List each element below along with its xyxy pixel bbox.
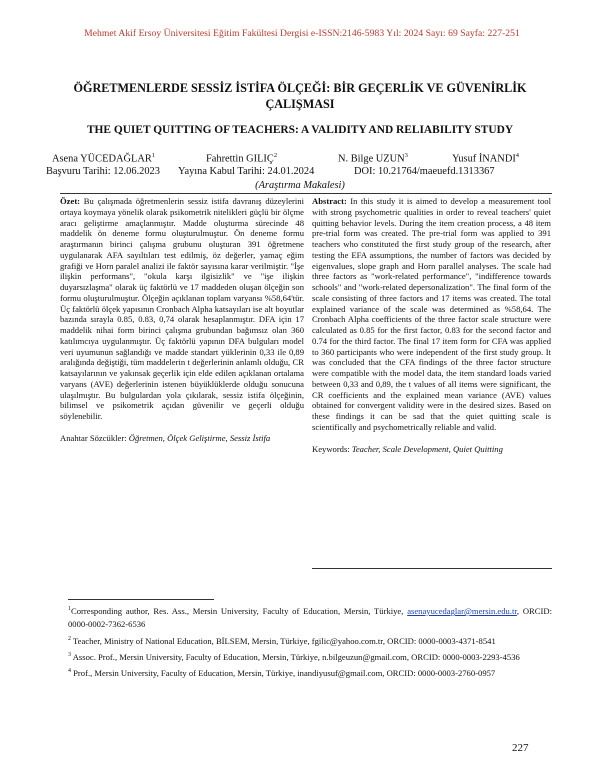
- footnote-text: Assoc. Prof., Mersin University, Faculty of Education, Mersin, Türkiye,: [72, 651, 323, 662]
- footnote-text: Teacher, Ministry of National Education, BİLSEM, Mersin, Türkiye,: [73, 635, 312, 646]
- author-3: [338, 152, 408, 164]
- author-affiliation-mark: 1: [151, 152, 156, 159]
- footnotes: [68, 603, 552, 682]
- journal-header: Mehmet Akif Ersoy Üniversitesi Eğitim Fakültesi Dergisi e-ISSN:2146-5983 Yıl: 2024 Sayı: 69 Sayfa: 227-251: [84, 28, 520, 39]
- footnote-number: 3: [68, 651, 71, 658]
- footnote-separator: [68, 599, 214, 600]
- abstract-top-rule: [60, 193, 552, 194]
- author-name: Asena YÜCEDAĞLAR: [52, 153, 152, 165]
- footnote-email[interactable]: inandiyusuf@gmail.com: [297, 668, 383, 679]
- doi: DOI: 10.21764/maeuefd.1313367: [354, 166, 495, 177]
- footnote-email-link[interactable]: asenayucedaglar@mersin.edu.tr: [407, 605, 517, 616]
- footnote-1: [68, 603, 552, 631]
- article-type: (Araştırma Makalesi): [255, 180, 345, 191]
- turkish-keywords: [60, 433, 304, 444]
- turkish-abstract: [60, 196, 304, 444]
- footnote-orcid: , ORCID: 0000-0003-2760-0957: [382, 668, 496, 679]
- turkish-title: ÖĞRETMENLERDE SESSİZ İSTİFA ÖLÇEĞİ: BİR GEÇERLİK VE GÜVENİRLİK ÇALIŞMASI: [73, 81, 527, 111]
- english-keywords: [312, 444, 551, 455]
- keywords-terms: Öğretmen, Ölçek Geliştirme, Sessiz İstifa: [128, 432, 271, 443]
- footnote-orcid: , ORCID: 0000-0003-4371-8541: [382, 635, 496, 646]
- footnote-number: 1: [68, 606, 71, 612]
- acceptance-date: Yayına Kabul Tarihi: 24.01.2024: [178, 166, 315, 177]
- submission-date: Başvuru Tarihi: 12.06.2023: [46, 166, 160, 177]
- author-name: Yusuf İNANDI: [452, 153, 516, 165]
- abstract-text: In this study it is aimed to develop a measurement tool with strong psychometric qualities in order to reveal teachers' quiet quitting behavior levels. During the item creation process, a 48 item pre-trial form was created. The pre-trial form was applied to 391 teachers who constituted the first study group of the research, after testing the EFA assumptions, the number of factors was decided by eigenvalues, slope graph and Horn parallel analyses. The scale had three factors as "work-related performance", "indifference towards schools" and "work-related depersonalization". The final form of the scale consisting of three factors and 17 items was created. The total explained variance of the scale was determined as %58,64. The Cronbach Alpha coefficients of the three factor scale structure were calculated as 0.85 for the first factor, 0.83 for the second factor and 0.74 for the third factor. The final 17 item form for CFA was applied to 360 participants who were independent of the first study group. It was concluded that the CFA findings of the three factor structure were compatible with the model data, the item standard loads varied between 0,33 and 0,89, the t values of all items were significant, the CR coefficients and the explained mean variance (AVE) values obtained for convergent validity were in the desired sizes. Based on these findings it can be sad that the quiet quitting scale is scientifically and psychometrically reliable and valid.: [312, 196, 551, 432]
- footnote-4: [68, 665, 552, 680]
- keywords-label: Anahtar Sözcükler:: [60, 432, 127, 443]
- page-number: 227: [512, 742, 529, 754]
- author-name: N. Bilge UZUN: [338, 153, 405, 165]
- author-affiliation-mark: 3: [404, 152, 408, 159]
- english-abstract: [312, 196, 551, 454]
- footnote-number: 4: [68, 668, 71, 675]
- abstract-bottom-rule: [312, 568, 552, 569]
- author-affiliation-mark: 2: [273, 152, 278, 159]
- author-1: [52, 152, 155, 164]
- footnote-email[interactable]: fgilic@yahoo.com.tr: [311, 635, 383, 646]
- author-list: [52, 152, 560, 166]
- footnote-2: [68, 633, 552, 648]
- footnote-text: Corresponding author, Res. Ass., Mersin University, Faculty of Education, Mersin, Türkiye,: [71, 605, 404, 616]
- turkish-abstract-body: [60, 196, 304, 422]
- author-affiliation-mark: 4: [515, 152, 520, 159]
- author-2: [206, 152, 277, 164]
- keywords-terms: Teacher, Scale Development, Quiet Quitting: [351, 443, 503, 454]
- abstract-text: Bu çalışmada öğretmenlerin sessiz istifa davranış düzeylerini ortaya koymaya yönelik olarak psikometrik nitelikleri güçlü bir ölçme aracı geliştirme amaçlanmıştır. Madde oluşturma sürecinde 48 maddelik ön deneme formu oluşturulmuştur. Ön deneme formu araştırmanın birinci çalışma grubunu oluşturan 391 öğretmene uygulanarak AFA sayıltıları test edilmiş, öz değerler, yamaç eğim grafiği ve Horn paralel analizi ile faktör sayısına karar verilmiştir. "İşe ilişkin performans", "okula karşı ilgisizlik" ve "işe ilişkin duyarsızlaşma" olarak üç faktörlü ve 17 maddeden oluşan ölçeğin son formu oluşturulmuştur. Ölçeğin açıklanan toplam varyansı %58,64'tür. Üç faktörlü ölçek yapısının Cronbach Alpha katsayıları ise alt boyutlar bazında sırayla 0.85, 0.83, 0,74 olarak hesaplanmıştır. DFA için 17 maddelik nihai form birinci çalışma grubundan bağımsız olan 360 katılımcıya uygulanmıştır. Üç faktörlü yapının DFA bulguları model veri uyumunun sağlandığı ve madde standart yüklerinin 0,33 ile 0,89 aralığında değiştiği, tüm maddelerin t değerlerinin anlamlı olduğu, CR katsayılarının ve yakınsak geçerlik için elde edilen açıklanan ortalama varyans (AVE) değerlerinin istenen büyüklüklerde olduğu sonucuna ulaşılmıştır. Bu bulgulardan yola çıkılarak, sessiz istifa ölçeğinin, bilimsel ve psikometrik açıdan güvenilir ve geçerli olduğu söylenebilir.: [60, 196, 304, 421]
- abstract-label: Özet:: [60, 196, 81, 206]
- footnote-number: 2: [68, 635, 71, 642]
- footnote-3: [68, 649, 552, 664]
- footnote-email[interactable]: n.bilgeuzun@gmail.com: [322, 651, 407, 662]
- footnote-text: Prof., Mersin University, Faculty of Education, Mersin, Türkiye,: [73, 668, 298, 679]
- author-name: Fahrettin GILIÇ: [206, 153, 274, 165]
- footnote-orcid: , ORCID: 0000-0003-2293-4536: [406, 651, 520, 662]
- abstract-label: Abstract:: [312, 196, 347, 206]
- keywords-label: Keywords:: [312, 443, 350, 454]
- author-4: [452, 152, 519, 164]
- footnote-orcid: , ORCID: 0000-0002-7362-6536: [68, 605, 552, 630]
- english-abstract-body: [312, 196, 551, 433]
- article-dates: [46, 166, 560, 180]
- english-title: THE QUIET QUITTING OF TEACHERS: A VALIDITY AND RELIABILITY STUDY: [86, 124, 514, 136]
